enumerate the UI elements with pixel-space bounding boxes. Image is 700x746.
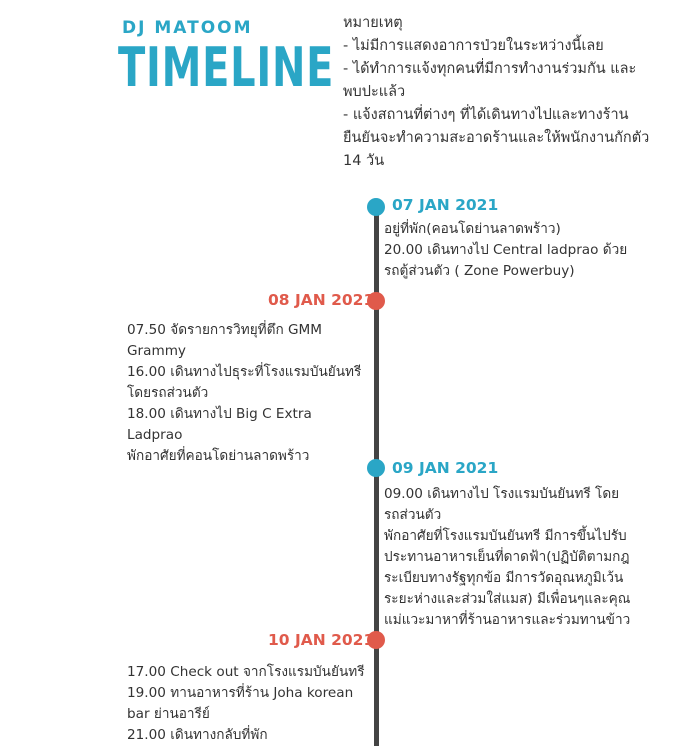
timeline-date: 08 JAN 2021	[268, 291, 375, 309]
notes-line: พบปะแล้ว	[343, 84, 406, 100]
notes-line: - แจ้งสถานที่ต่างๆ ที่ได้เดินทางไปและทางร้าน	[343, 107, 629, 123]
timeline-dot	[367, 459, 385, 477]
entry-line: 18.00 เดินทางไป Big C Extra	[127, 406, 312, 422]
entry-line: พักอาศัยที่คอนโดย่านลาดพร้าว	[127, 448, 310, 464]
notes-line: - ได้ทำการแจ้งทุกคนที่มีการทำงานร่วมกัน และ	[343, 61, 637, 77]
subtitle: DJ MATOOM	[122, 18, 253, 38]
entry-line: รถตู้ส่วนตัว ( Zone Powerbuy)	[384, 263, 575, 279]
timeline-entry	[384, 484, 630, 631]
entry-line: ประทานอาหารเย็นที่ดาดฟ้า(ปฏิบัติตามกฎ	[384, 549, 630, 565]
notes-block	[343, 12, 673, 173]
entry-line: ระยะห่างและส่วมใส่แมส) มีเพื่อนๆและคุณ	[384, 591, 631, 607]
timeline-dot	[367, 198, 385, 216]
entry-line: 20.00 เดินทางไป Central ladprao ด้วย	[384, 242, 628, 258]
timeline-date: 07 JAN 2021	[392, 196, 499, 214]
entry-line: 19.00 ทานอาหารที่ร้าน Joha korean	[127, 685, 354, 701]
entry-line: 09.00 เดินทางไป โรงแรมบันยันทรี โดย	[384, 486, 620, 502]
notes-line: 14 วัน	[343, 153, 385, 169]
entry-line: รถส่วนตัว	[384, 507, 442, 523]
entry-line: 17.00 Check out จากโรงแรมบันยันทรี	[127, 664, 365, 680]
entry-line: 07.50 จัดรายการวิทยุที่ตึก GMM	[127, 322, 322, 338]
entry-line: แม่แวะมาหาที่ร้านอาหารและร่วมทานข้าว	[384, 612, 631, 628]
timeline-entry	[384, 219, 627, 282]
entry-line: Grammy	[127, 343, 186, 359]
entry-line: อยู่ที่พัก(คอนโดย่านลาดพร้าว)	[384, 221, 561, 237]
entry-line: bar ย่านอารีย์	[127, 706, 210, 722]
timeline-entry	[127, 662, 365, 746]
entry-line: ระเบียบทางรัฐทุกข้อ มีการวัดอุณหภูมิเว้น	[384, 570, 624, 586]
entry-line: โดยรถส่วนตัว	[127, 385, 209, 401]
notes-line: - ไม่มีการแสดงอาการป่วยในระหว่างนี้เลย	[343, 38, 604, 54]
timeline-entry	[127, 320, 361, 467]
timeline-date: 09 JAN 2021	[392, 459, 499, 477]
timeline-date: 10 JAN 2021	[268, 631, 375, 649]
entry-line: พักอาศัยที่โรงแรมบันยันทรี มีการขึ้นไปรับ	[384, 528, 627, 544]
page-title: TIMELINE	[118, 36, 335, 99]
notes-heading: หมายเหตุ	[343, 15, 403, 31]
entry-line: Ladprao	[127, 427, 183, 443]
entry-line: 16.00 เดินทางไปธุระที่โรงแรมบันยันทรี	[127, 364, 362, 380]
notes-line: ยืนยันจะทำความสะอาดร้านและให้พนักงานกักตัว	[343, 130, 650, 146]
entry-line: 21.00 เดินทางกลับที่พัก	[127, 727, 268, 743]
